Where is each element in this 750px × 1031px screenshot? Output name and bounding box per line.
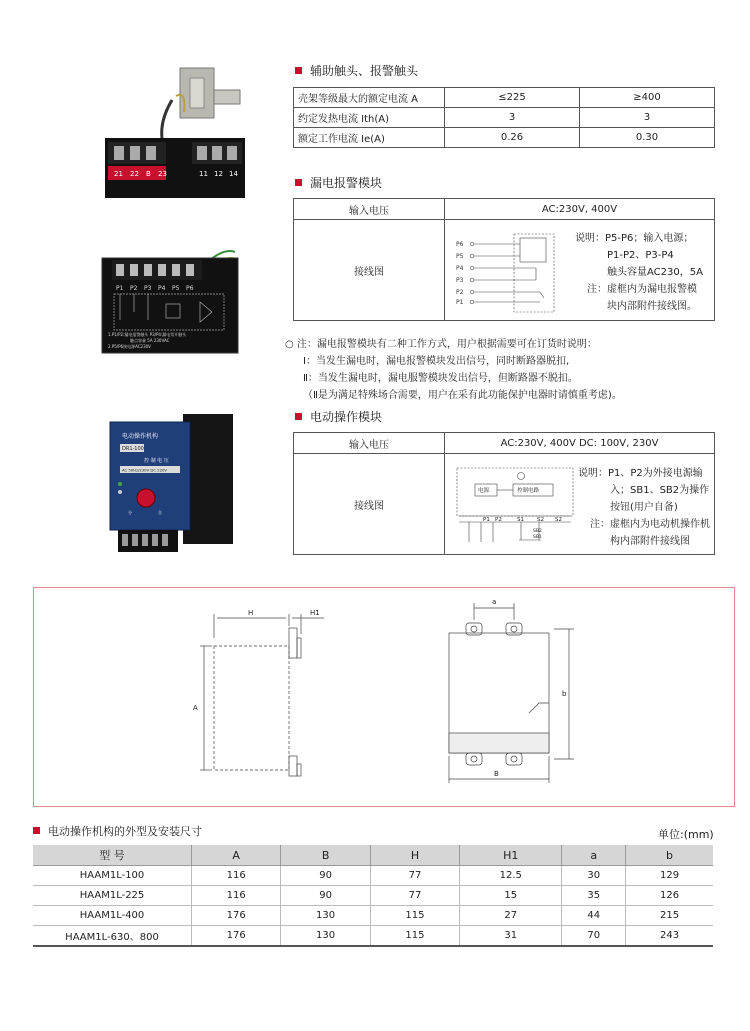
table-cell: 3 [445,108,580,128]
table-row [33,906,713,926]
desc-line: 说明：P5-P6；输入电源； [575,233,694,244]
col-header-b: B [281,845,370,866]
table-cell: ≤225 [445,88,580,108]
table-cell: 115 [370,906,459,926]
aux-spec-table [293,87,715,148]
table-cell: 3 [580,108,715,128]
dim-label-h: H [248,609,254,617]
box-power: 电源 [478,488,490,494]
device-title: 电动操作机构 [122,433,159,440]
aux-label-14: 14 [229,170,238,178]
unit-label: 单位:(mm) [658,828,714,841]
terminal-p2: P2 [495,517,502,523]
table-cell: 输入电压 [294,199,445,220]
col-header-model: 型 号 [33,845,192,866]
table-cell: 215 [626,906,713,926]
aux-label-11: 11 [199,170,208,178]
table-cell: HAAM1L-400 [33,906,192,926]
table-cell: HAAM1L-630、800 [33,926,192,947]
table-cell: AC:230V, 400V DC: 100V, 230V [445,433,715,454]
module-pin-p2: P2 [130,285,138,292]
module-text-1: 1.P1/P2:漏电报警触头 P3/P4:漏电常开触头 [108,332,187,337]
aux-label-22: 22 [130,170,139,178]
section-bullet-icon [33,827,40,834]
desc-line: 入；SB1、SB2为操作 [610,485,710,496]
module-pin-p5: P5 [172,285,180,292]
table-cell: 12.5 [460,866,562,886]
motor-section-title [295,408,382,425]
module-pin-p1: P1 [116,285,124,292]
col-header-h: H [370,845,459,866]
table-cell: 输入电压 [294,433,445,454]
table-cell: 77 [370,866,459,886]
table-cell: 130 [281,926,370,947]
section-bullet-icon [295,179,302,186]
aux-label-23: 23 [158,170,167,178]
section-bullet-icon [295,413,302,420]
terminal-s1: S1 [517,517,524,523]
desc-line: P1-P2、P3-P4 [607,250,674,261]
table-cell: 接线图 [294,454,445,555]
table-cell: 176 [192,926,281,947]
table-row [33,926,713,947]
desc-line: 块内部附件接线图。 [607,301,697,312]
table-row [294,108,715,128]
pin-label-p4: P4 [456,265,464,272]
note-line: Ⅱ：当发生漏电时，漏电服警模块发出信号，但断路器不脱扣。 [303,373,578,384]
table-cell: 30 [562,866,626,886]
note-line: ○ 注：漏电报警模块有二种工作方式，用户根据需要可在订货时说明： [285,339,597,350]
dims-table [33,845,713,947]
table-cell: HAAM1L-225 [33,886,192,906]
desc-line: 注：虚框内为电动机操作机 [590,519,710,530]
aux-section-title [295,62,418,79]
dims-title-text: 电动操作机构的外型及安装尺寸 [48,825,202,838]
aux-label-12: 12 [214,170,223,178]
table-cell: HAAM1L-100 [33,866,192,886]
table-cell: 27 [460,906,562,926]
device-volt: AC 50Hz/230V DC 220V [122,467,168,473]
table-cell: 0.26 [445,128,580,148]
led-close: 合 [158,510,162,515]
table-cell: 接线图 [294,220,445,321]
table-row [33,866,713,886]
sb1-label: SB1 [533,535,542,540]
table-cell: 116 [192,886,281,906]
module-pin-p6: P6 [186,285,194,292]
module-pin-p4: P4 [158,285,166,292]
terminal-s2b: S2 [555,517,562,523]
dim-label-h1: H1 [310,609,320,617]
dims-section-title [33,823,202,839]
table-cell: 44 [562,906,626,926]
desc-line: 触头容量AC230，5A [607,267,703,278]
leak-notes [285,336,622,404]
leak-section-title [295,174,382,191]
col-header-a-small: a [562,845,626,866]
table-cell: 35 [562,886,626,906]
table-row [294,128,715,148]
aux-label-21: 21 [114,170,123,178]
table-cell: 壳架等级最大的额定电流 A [294,88,445,108]
box-ctrl: 控制电路 [517,488,540,494]
table-cell: 70 [562,926,626,947]
table-cell: 额定工作电流 Ie(A) [294,128,445,148]
module-text-3: 2.P5/P6接电源AC230V [108,344,151,349]
table-cell: 129 [626,866,713,886]
table-cell: 约定发热电流 Ith(A) [294,108,445,128]
table-cell: 31 [460,926,562,947]
table-cell: 243 [626,926,713,947]
terminal-s2a: S2 [537,517,544,523]
sb2-label: SB2 [533,529,542,534]
table-cell: 90 [281,866,370,886]
note-line: （Ⅱ是为满足特殊场合需要，用户在采有此功能保护电器时请慎重考虑)。 [303,390,622,401]
table-cell: AC:230V, 400V [445,199,715,220]
terminal-p1: P1 [483,517,490,523]
pin-label-p3: P3 [456,277,464,284]
table-cell: 90 [281,886,370,906]
table-cell: 116 [192,866,281,886]
motor-title-text: 电动操作模块 [310,410,383,424]
table-row [294,199,715,220]
table-row [294,88,715,108]
dim-label-a: a [492,598,497,606]
leak-description [575,230,703,315]
table-cell: 0.30 [580,128,715,148]
motor-product-image [108,412,243,562]
col-header-b-small: b [626,845,713,866]
motor-wiring-diagram [453,462,578,552]
pin-label-p6: P6 [456,241,464,248]
aux-product-image [100,60,250,200]
leak-product-image [100,240,250,355]
table-cell: 176 [192,906,281,926]
pin-label-p5: P5 [456,253,464,260]
desc-line: 说明：P1、P2为外接电源输 [578,468,703,479]
table-cell: 115 [370,926,459,947]
pin-label-p2: P2 [456,289,464,296]
desc-line: 构内部附件接线图 [610,536,690,547]
dim-label-big-b: B [494,770,499,778]
table-cell: 15 [460,886,562,906]
table-row [33,886,713,906]
desc-line: 注：虚框内为漏电报警模 [587,284,697,295]
desc-line: 按钮(用户自备) [610,502,678,513]
table-cell: 126 [626,886,713,906]
leak-title-text: 漏电报警模块 [310,176,383,190]
table-cell: 130 [281,906,370,926]
dim-label-a-upper: A [193,704,198,712]
leak-wiring-diagram [448,226,568,316]
table-cell: 77 [370,886,459,906]
module-text-2: 触点容量 5A 230VAC [130,338,170,343]
note-line: Ⅰ：当发生漏电时，漏电报警模块发出信号，同时断路器脱扣, [303,356,570,367]
aux-title-text: 辅助触头、报警触头 [310,64,419,78]
aux-label-b: B [146,170,151,178]
table-cell: ≥400 [580,88,715,108]
col-header-h1: H1 [460,845,562,866]
device-sub: 控 制 电 压 [144,458,169,464]
dim-label-b: b [562,690,567,698]
module-pin-p3: P3 [144,285,152,292]
table-row [294,433,715,454]
section-bullet-icon [295,67,302,74]
table-header-row [33,845,713,866]
pin-label-p1: P1 [456,299,464,306]
motor-description [578,465,710,550]
dimension-drawing-frame [33,587,735,807]
device-model: DR1-100 [122,446,144,452]
led-open: 分 [128,510,132,515]
col-header-a: A [192,845,281,866]
